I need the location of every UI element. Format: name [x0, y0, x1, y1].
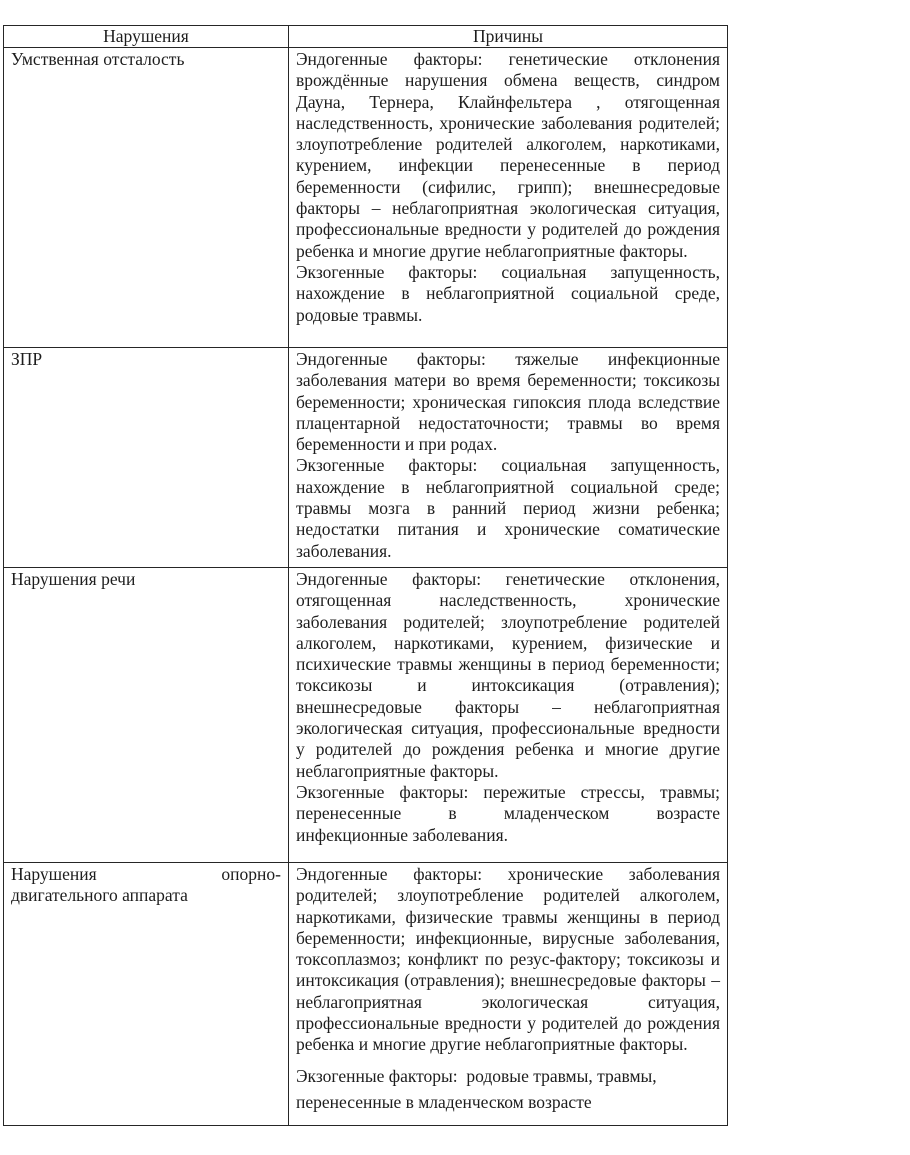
table-row-zpr: [4, 348, 728, 568]
exogenous-factors-paragraph: Экзогенные факторы: социальная запущенность, нахождение в неблагоприятной социальной среде; травмы мозга в ранний период жизни ребенка; недостатки питания и хронические соматические заболевания.: [296, 455, 720, 561]
endogenous-factors-paragraph: Эндогенные факторы: генетические отклонения, отягощенная наследственность, хронические заболевания родителей; злоупотребление родителей алкоголем, наркотиками, курением, физические и психические травмы женщины в период беременности; токсикозы и интоксикация (отравления); внешнесредовые факторы – неблагоприятная экологическая ситуация, профессиональные вредности у родителей до рождения ребенка и многие другие неблагоприятные факторы.: [296, 569, 720, 781]
table-row-speech-disorders: [4, 568, 728, 863]
disorder-cell: Умственная отсталость: [4, 48, 289, 348]
disorder-label-line: двигательного аппарата: [11, 885, 188, 906]
header-row: [4, 26, 728, 48]
exogenous-line: Экзогенные факторы: родовые травмы, травмы,: [296, 1065, 657, 1086]
exogenous-line: перенесенные в младенческом возрасте: [296, 803, 720, 824]
disorders-causes-table: [3, 25, 728, 1126]
causes-cell: [289, 348, 728, 568]
exogenous-line: инфекционные заболевания.: [296, 824, 509, 845]
causes-cell: [289, 863, 728, 1126]
table-row-musculoskeletal-disorders: [4, 863, 728, 1126]
disorder-label-line: Нарушения опорно-: [11, 864, 281, 884]
header-disorders: Нарушения: [4, 26, 289, 48]
exogenous-line: Экзогенные факторы: пережитые стрессы, травмы;: [296, 781, 720, 802]
exogenous-factors-paragraph: [296, 1063, 720, 1115]
exogenous-factors-paragraph: [296, 782, 720, 846]
causes-cell: [289, 568, 728, 863]
endogenous-factors-paragraph: Эндогенные факторы: хронические заболевания родителей; злоупотребление родителей алкоголем, наркотиками, физические травмы женщины в период беременности; инфекционные, вирусные заболевания, токсоплазмоз; конфликт по резус-фактору; токсикозы и интоксикация (отравления); внешнесредовые факторы – неблагоприятная экологическая ситуация, профессиональные вредности у родителей до рождения ребенка и многие другие неблагоприятные факторы.: [296, 864, 720, 1055]
header-causes: Причины: [289, 26, 728, 48]
disorder-cell: [4, 863, 289, 1126]
causes-cell: [289, 48, 728, 348]
table-row-mental-retardation: [4, 48, 728, 348]
endogenous-factors-paragraph: Эндогенные факторы: генетические отклонения врождённые нарушения обмена веществ, синдром Дауна, Тернера, Клайнфельтера , отягощенная наследственность, хронические заболевания родителей; злоупотребление родителей алкоголем, наркотиками, курением, инфекции перенесенные в период беременности (сифилис, грипп); внешнесредовые факторы – неблагоприятная экологическая ситуация, профессиональные вредности у родителей до рождения ребенка и многие другие неблагоприятные факторы.: [296, 49, 720, 261]
endogenous-factors-paragraph: Эндогенные факторы: тяжелые инфекционные заболевания матери во время беременности; токсикозы беременности; хроническая гипоксия плода вследствие плацентарной недостаточности; травмы во время беременности и при родах.: [296, 349, 720, 455]
exogenous-line: перенесенные в младенческом возрасте: [296, 1091, 592, 1112]
disorder-cell: Нарушения речи: [4, 568, 289, 863]
exogenous-factors-paragraph: Экзогенные факторы: социальная запущенность, нахождение в неблагоприятной социальной среде, родовые травмы.: [296, 261, 720, 325]
disorder-cell: ЗПР: [4, 348, 289, 568]
